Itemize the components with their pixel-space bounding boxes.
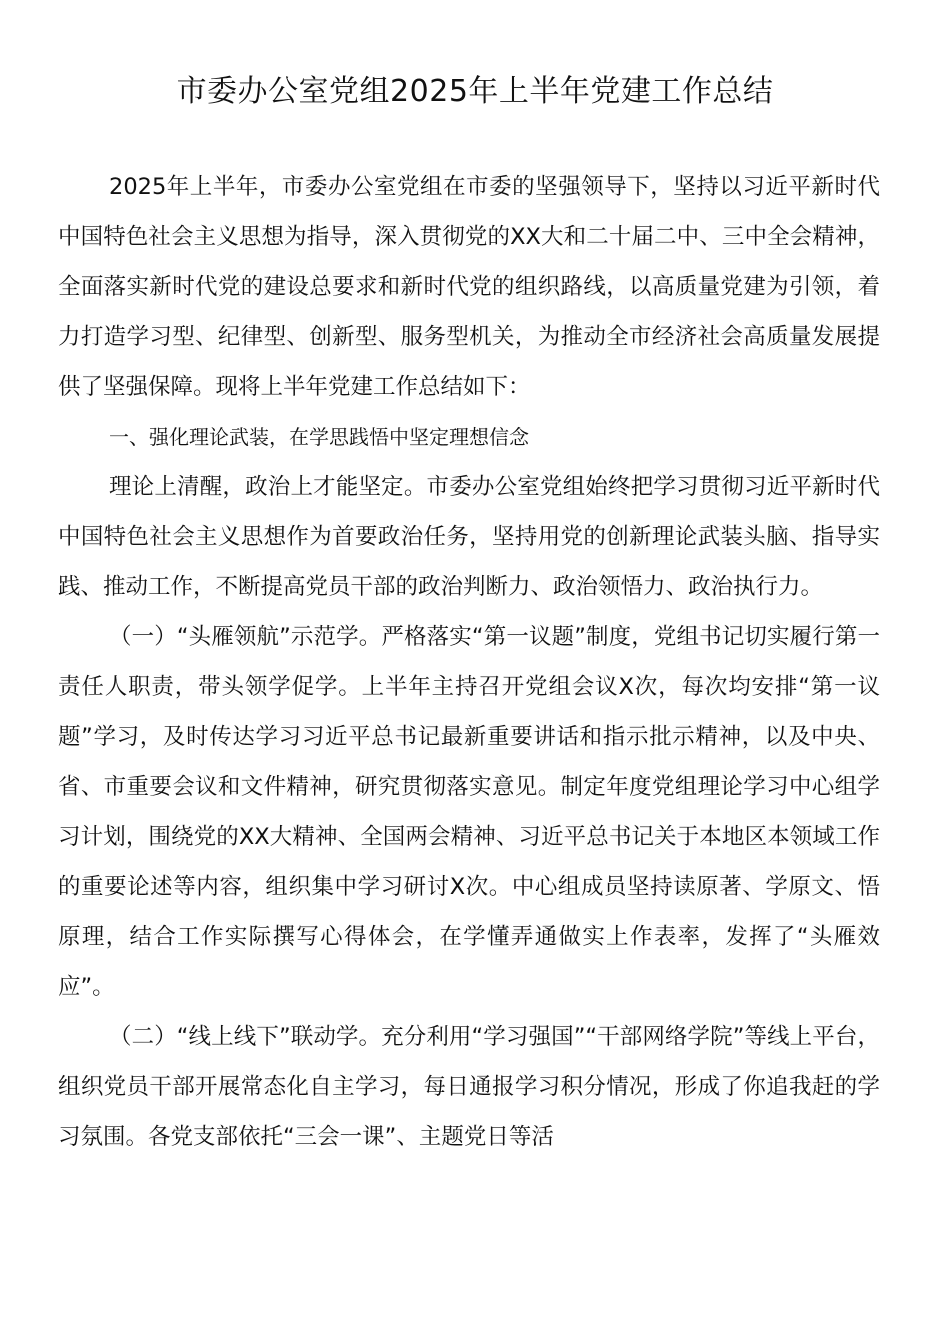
subsection-1-paragraph: （一）“头雁领航”示范学。严格落实“第一议题”制度，党组书记切实履行第一责任人职责，带头领学促学。上半年主持召开党组会议X次，每次均安排“第一议题”学习，及时传达学习习近平总书记最新重要讲话和指示批示精神，以及中央、省、市重要会议和文件精神，研究贯彻落实意见。制定年度党组理论学习中心组学习计划，围绕党的XX大精神、全国两会精神、习近平总书记关于本地区本领域工作的重要论述等内容，组织集中学习研讨X次。中心组成员坚持读原著、学原文、悟原理，结合工作实际撰写心得体会，在学懂弄通做实上作表率，发挥了“头雁效应”。 bbox=[58, 624, 880, 1000]
section-heading-1: 一、强化理论武装，在学思践悟中坚定理想信念 bbox=[109, 425, 529, 449]
document-body bbox=[58, 162, 880, 1162]
section-1-intro-paragraph: 理论上清醒，政治上才能坚定。市委办公室党组始终把学习贯彻习近平新时代中国特色社会主义思想作为首要政治任务，坚持用党的创新理论武装头脑、指导实践、推动工作，不断提高党员干部的政治判断力、政治领悟力、政治执行力。 bbox=[58, 474, 880, 600]
document-title: 市委办公室党组2025年上半年党建工作总结 bbox=[176, 74, 774, 109]
subsection-2-paragraph: （二）“线上线下”联动学。充分利用“学习强国”“干部网络学院”等线上平台，组织党员干部开展常态化自主学习，每日通报学习积分情况，形成了你追我赶的学习氛围。各党支部依托“三会一课”、主题党日等活 bbox=[58, 1024, 880, 1150]
intro-paragraph: 2025年上半年，市委办公室党组在市委的坚强领导下，坚持以习近平新时代中国特色社会主义思想为指导，深入贯彻党的XX大和二十届二中、三中全会精神，全面落实新时代党的建设总要求和新时代党的组织路线，以高质量党建为引领，着力打造学习型、纪律型、创新型、服务型机关，为推动全市经济社会高质量发展提供了坚强保障。现将上半年党建工作总结如下： bbox=[58, 174, 880, 400]
